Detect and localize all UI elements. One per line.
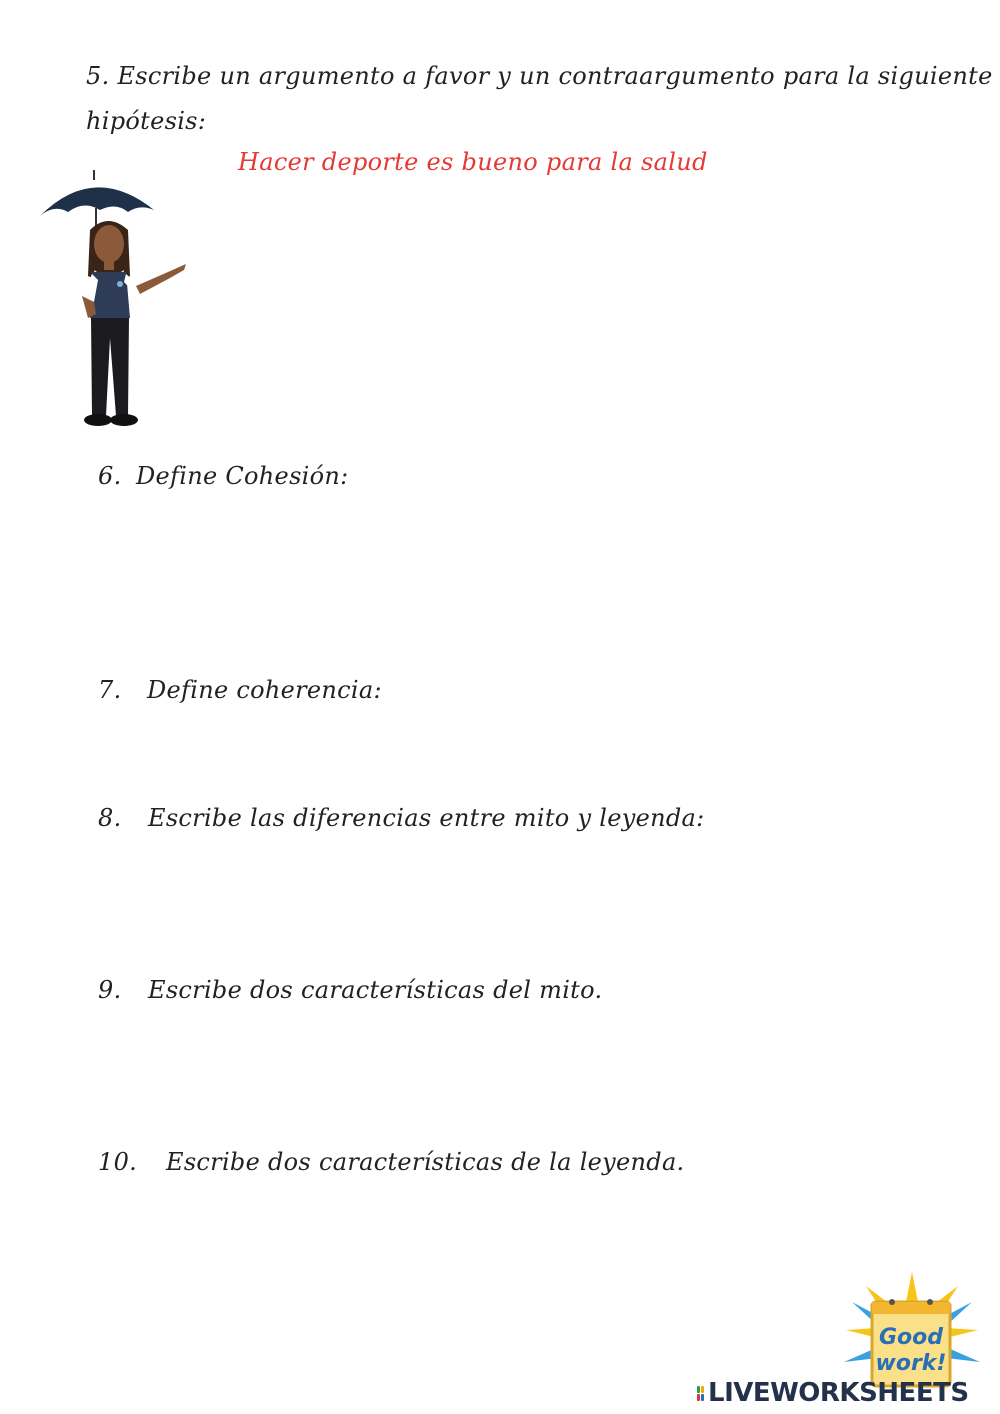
question-5-text: Escribe un argumento a favor y un contraargumento para la siguiente [117,62,993,90]
question-8-number: 8. [98,804,122,832]
brand-name: LIVEWORKSHEETS [708,1378,969,1408]
badge-line-1: Good [878,1325,944,1350]
liveworksheets-logo [697,1378,969,1408]
question-5-number: 5. [86,62,110,90]
girl-with-umbrella-icon [36,168,192,440]
question-7-text: Define coherencia: [147,676,382,704]
question-8 [98,804,705,832]
badge-line-2: work! [875,1351,947,1376]
question-9 [98,976,602,1004]
question-7-number: 7. [98,676,122,704]
question-6-text: Define Cohesión: [136,462,349,490]
question-9-text: Escribe dos características del mito. [148,976,603,1004]
question-5-line-1 [86,62,993,90]
question-10-number: 10. [98,1148,138,1176]
question-6 [98,462,349,490]
hypothesis-text: Hacer deporte es bueno para la salud [238,148,708,176]
question-8-text: Escribe las diferencias entre mito y leyenda: [148,804,705,832]
question-5-line-2: hipótesis: [86,107,207,135]
question-9-number: 9. [98,976,122,1004]
question-6-number: 6. [98,462,122,490]
question-10 [98,1148,685,1176]
good-work-sticker-icon [842,1272,982,1390]
liveworksheets-logo-icon [697,1386,704,1401]
question-10-text: Escribe dos características de la leyenda. [166,1148,685,1176]
question-7 [98,676,382,704]
